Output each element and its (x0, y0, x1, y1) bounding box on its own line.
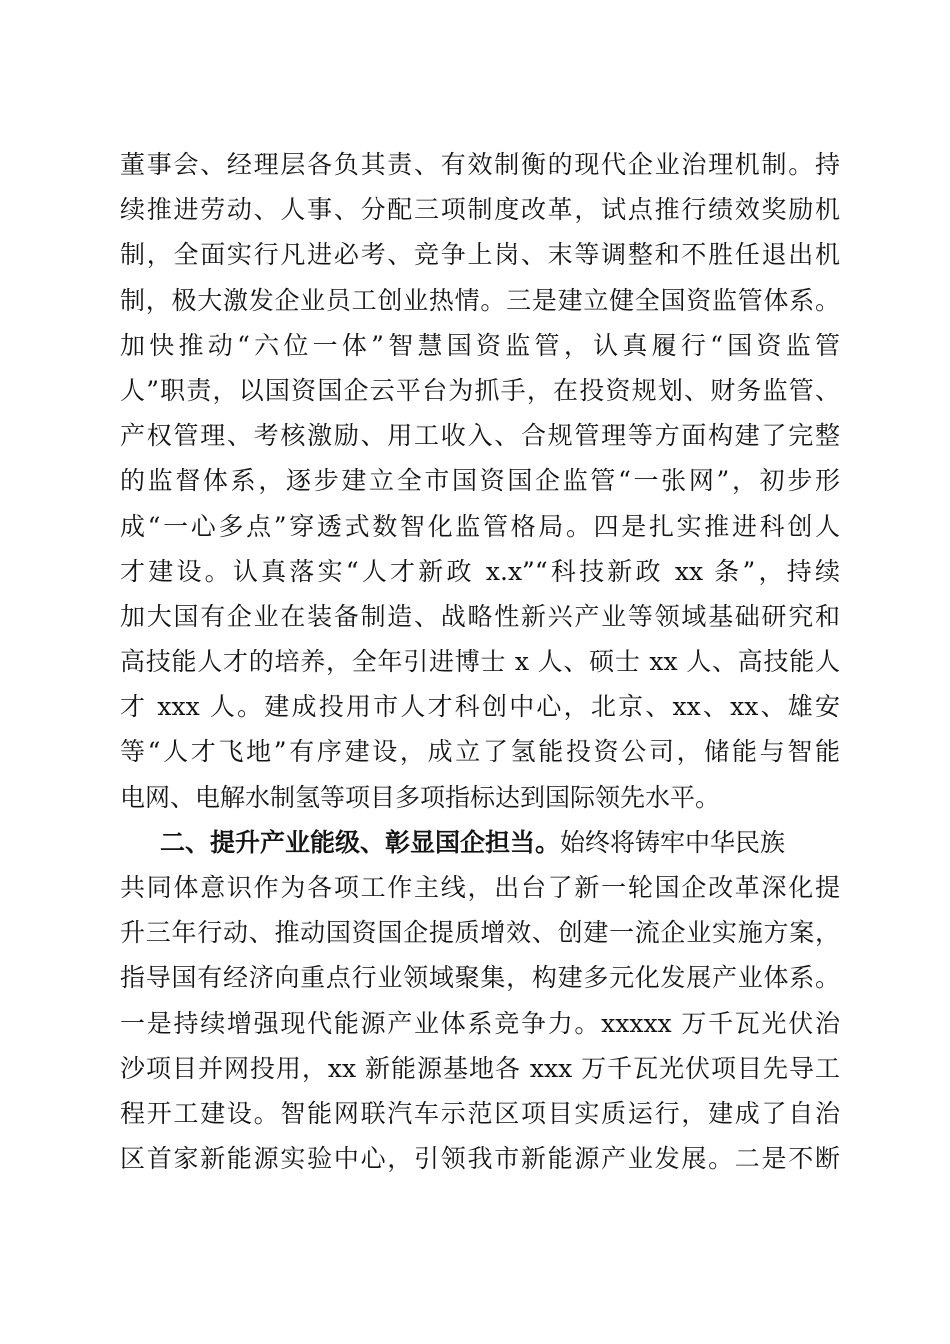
section-two-first-line (120, 820, 840, 865)
text-line: 制，极大激发企业员工创业热情。三是建立健全国资监管体系。 (120, 285, 840, 315)
text-line: 一是持续增强现代能源产业体系竞争力。xxxxx 万千瓦光伏治 (120, 1008, 840, 1038)
text-line: 董事会、经理层各负其责、有效制衡的现代企业治理机制。持 (120, 150, 840, 179)
text-line: 程开工建设。智能网联汽车示范区项目实质运行，建成了自治 (120, 1098, 840, 1128)
text-line: 共同体意识作为各项工作主线，出台了新一轮国企改革深化提 (120, 873, 840, 902)
text-line: 续推进劳动、人事、分配三项制度改革，试点推行绩效奖励机 (120, 195, 840, 225)
document-body (120, 142, 840, 1181)
text-line: 制，全面实行凡进必考、竞争上岗、末等调整和不胜任退出机 (120, 240, 840, 270)
text-line: 区首家新能源实验中心，引领我市新能源产业发展。二是不断 (120, 1144, 840, 1174)
text-line: 升三年行动、推动国资国企提质增效、创建一流企业实施方案， (120, 918, 840, 948)
text-line: 沙项目并网投用，xx 新能源基地各 xxx 万千瓦光伏项目先导工 (120, 1053, 840, 1083)
text-line: 才 xxx 人。建成投用市人才科创中心，北京、xx、xx、雄安 (120, 692, 840, 722)
text-line: 高技能人才的培养，全年引进博士 x 人、硕士 xx 人、高技能人 (120, 647, 840, 677)
section-two-first-line-rest: 始终将铸牢中华民族 (560, 827, 786, 857)
text-line: 成“一心多点”穿透式数智化监管格局。四是扎实推进科创人 (120, 511, 840, 541)
text-line: 电网、电解水制氢等项目多项指标达到国际领先水平。 (120, 782, 721, 812)
text-line: 产权管理、考核激励、用工收入、合规管理等方面构建了完整 (120, 421, 840, 451)
text-line: 的监督体系，逐步建立全市国资国企监管“一张网”，初步形 (120, 466, 840, 496)
text-line: 人”职责，以国资国企云平台为抓手，在投资规划、财务监管、 (120, 375, 840, 405)
text-line: 才建设。认真落实“人才新政 x.x”“科技新政 xx 条”，持续 (120, 556, 840, 586)
text-line: 加快推动“六位一体”智慧国资监管，认真履行“国资监管 (120, 330, 840, 360)
section-two-heading: 二、提升产业能级、彰显国企担当。 (160, 827, 561, 857)
text-line: 指导国有经济向重点行业领域聚集，构建多元化发展产业体系。 (120, 963, 840, 993)
text-line: 加大国有企业在装备制造、战略性新兴产业等领域基础研究和 (120, 601, 840, 631)
text-line: 等“人才飞地”有序建设，成立了氢能投资公司，储能与智能 (120, 737, 840, 767)
